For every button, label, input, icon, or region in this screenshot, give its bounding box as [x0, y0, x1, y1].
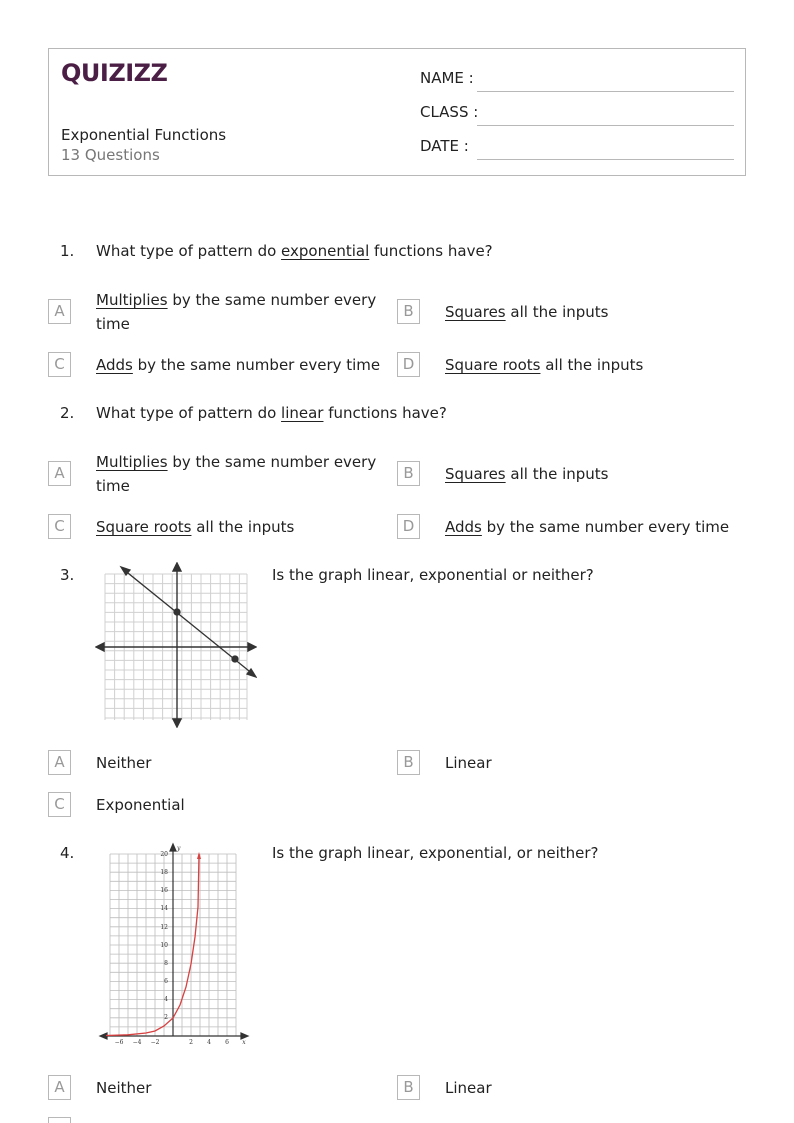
quizizz-logo: QUIZIZZ	[61, 59, 168, 87]
name-label: NAME :	[420, 69, 474, 87]
q2-number: 2.	[60, 404, 75, 422]
q3-option-c-box[interactable]: C	[48, 792, 71, 817]
q4-option-a-box[interactable]: A	[48, 1075, 71, 1100]
q1-text: What type of pattern do exponential functions have?	[96, 242, 493, 260]
q4-y-tick: 2	[164, 1014, 168, 1021]
q2-option-a-box[interactable]: A	[48, 461, 71, 486]
q3-number: 3.	[60, 566, 75, 584]
q4-option-c-box[interactable]	[48, 1117, 71, 1123]
q4-x-tick: −4	[132, 1039, 142, 1046]
q4-y-tick: 14	[160, 905, 168, 912]
q4-y-label: y	[177, 845, 181, 852]
q2-option-d[interactable]: Adds by the same number every time	[445, 518, 730, 536]
q1-option-c-box[interactable]: C	[48, 352, 71, 377]
q4-x-label: x	[242, 1039, 246, 1046]
q2-option-d-box[interactable]: D	[397, 514, 420, 539]
date-field[interactable]	[420, 137, 734, 163]
q1-option-b[interactable]: Squares all the inputs	[445, 303, 609, 321]
q3-option-b[interactable]: Linear	[445, 754, 492, 772]
q2-text: What type of pattern do linear functions have?	[96, 404, 447, 422]
q4-number: 4.	[60, 844, 75, 862]
question-count: 13 Questions	[61, 146, 160, 164]
q2-option-b-box[interactable]: B	[397, 461, 420, 486]
q4-x-tick: −6	[114, 1039, 124, 1046]
q4-text: Is the graph linear, exponential, or neither?	[272, 844, 599, 862]
q2-option-a[interactable]: Multiplies by the same number every time	[96, 453, 377, 495]
worksheet-header	[48, 48, 746, 176]
q3-option-a-box[interactable]: A	[48, 750, 71, 775]
q3-option-b-box[interactable]: B	[397, 750, 420, 775]
q3-linear-graph	[95, 562, 257, 728]
q2-keyword: linear	[281, 404, 324, 422]
date-label: DATE :	[420, 137, 469, 155]
q4-y-ticks	[160, 845, 181, 1021]
q4-y-tick: 6	[164, 978, 168, 985]
worksheet-title: Exponential Functions	[61, 126, 227, 144]
date-line[interactable]	[477, 159, 734, 160]
name-field[interactable]	[420, 69, 734, 95]
q4-y-tick: 12	[160, 924, 168, 931]
q4-y-tick: 16	[160, 887, 168, 894]
q1-number: 1.	[60, 242, 75, 260]
q4-option-b[interactable]: Linear	[445, 1079, 492, 1097]
q4-y-tick: 18	[160, 869, 168, 876]
q1-option-c[interactable]: Adds by the same number every time	[96, 356, 381, 374]
class-label: CLASS :	[420, 103, 479, 121]
q1-option-a[interactable]: Multiplies by the same number every time	[96, 291, 377, 333]
q4-axes	[100, 844, 248, 1039]
q3-axes	[96, 563, 256, 727]
q4-option-b-box[interactable]: B	[397, 1075, 420, 1100]
q4-exponential-graph	[98, 842, 250, 1048]
q1-option-d-box[interactable]: D	[397, 352, 420, 377]
q1-option-a-box[interactable]: A	[48, 299, 71, 324]
q4-y-tick: 4	[164, 996, 168, 1003]
q3-option-c[interactable]: Exponential	[96, 796, 185, 814]
q4-y-tick: 10	[160, 942, 168, 949]
q3-option-a[interactable]: Neither	[96, 754, 152, 772]
q1-option-b-box[interactable]: B	[397, 299, 420, 324]
q2-option-c-box[interactable]: C	[48, 514, 71, 539]
name-line[interactable]	[477, 91, 734, 92]
q1-keyword: exponential	[281, 242, 370, 260]
q2-option-c[interactable]: Square roots all the inputs	[96, 518, 295, 536]
q4-y-tick: 8	[164, 960, 168, 967]
q4-option-a[interactable]: Neither	[96, 1079, 152, 1097]
q4-x-tick: −2	[150, 1039, 160, 1046]
q4-x-ticks	[115, 1039, 247, 1046]
q4-y-tick: 20	[160, 851, 168, 858]
class-line[interactable]	[477, 125, 734, 126]
q2-option-b[interactable]: Squares all the inputs	[445, 465, 609, 483]
q4-x-tick: 6	[225, 1039, 229, 1046]
q1-option-d[interactable]: Square roots all the inputs	[445, 356, 644, 374]
q3-text: Is the graph linear, exponential or neither?	[272, 566, 594, 584]
class-field[interactable]	[420, 103, 734, 129]
q4-x-tick: 4	[207, 1039, 211, 1046]
q4-x-tick: 2	[189, 1039, 193, 1046]
